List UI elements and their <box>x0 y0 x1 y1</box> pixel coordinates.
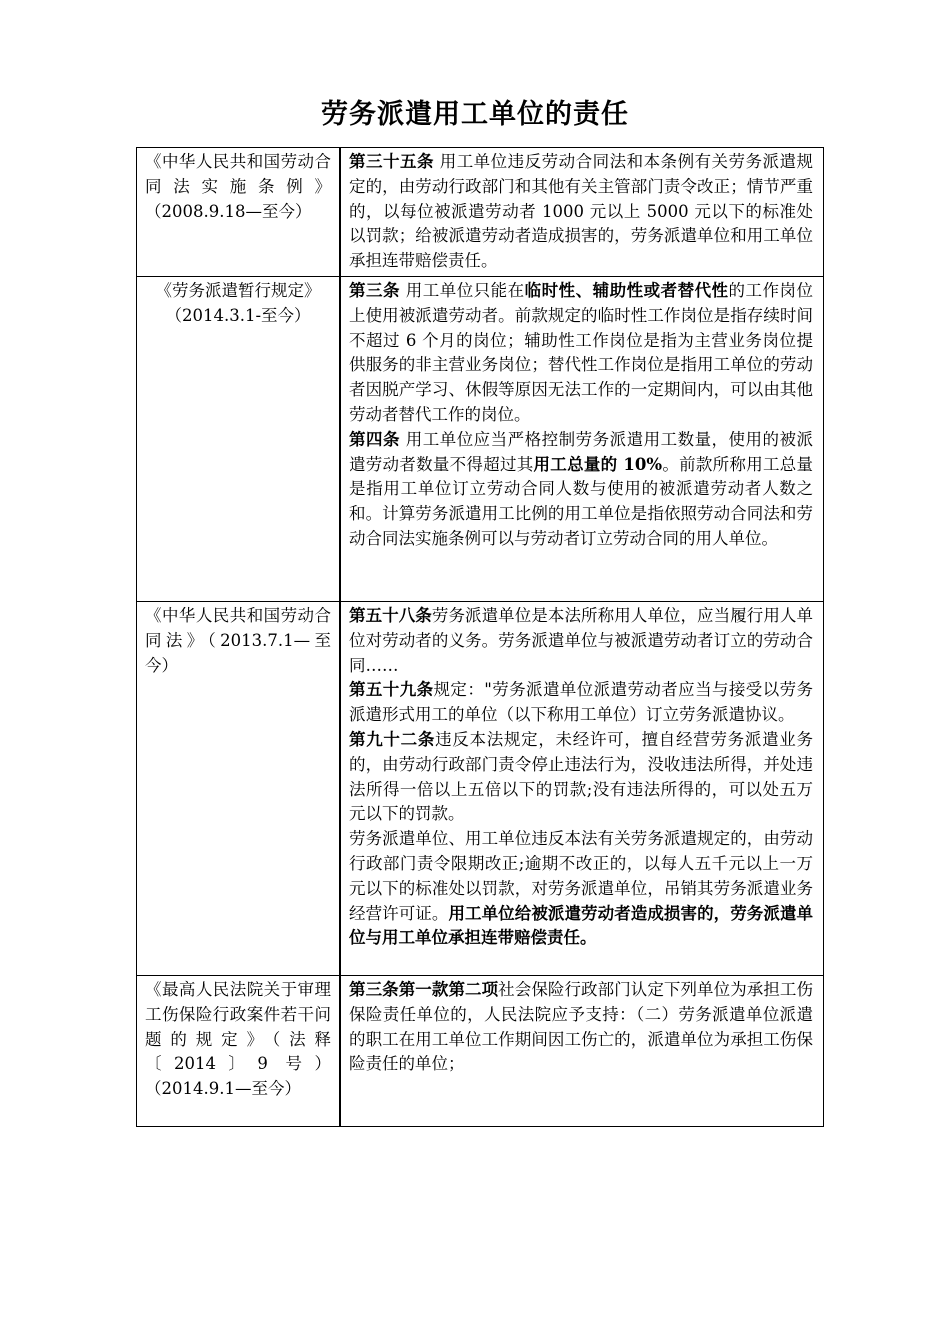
provision-paragraph <box>349 978 813 1077</box>
source-cell <box>137 276 341 601</box>
provision-emphasis: 用工单位给被派遣劳动者造成损害的，劳务派遣单位与用工单位承担连带赔偿责任。 <box>349 903 814 948</box>
table-row <box>137 276 824 601</box>
provision-text: 违反本法规定，未经许可，擅自经营劳务派遣业务的，由劳动行政部门责令停止违法行为，没收违法所得，并处违法所得一倍以上五倍以下的罚款;没有违法所得的，可以处五万元以下的罚款。 <box>349 729 814 824</box>
article-number: 第五十八条 <box>349 605 432 625</box>
provision-cell <box>340 148 824 277</box>
article-number: 第三十五条 <box>349 152 434 171</box>
article-number: 第三条第一款第二项 <box>349 979 499 999</box>
source-cell: 《中华人民共和国劳动合同法》（2013.7.1—至今） <box>137 601 341 975</box>
provision-cell <box>340 601 824 975</box>
provision-text: 劳务派遣单位是本法所称用人单位，应当履行用人单位对劳动者的义务。劳务派遣单位与被派遣劳动者订立的劳动合同…… <box>349 605 814 675</box>
provision-text: 用工单位应当严格控制劳务派遣用工数量，使用的被派遣劳动者数量不得超过其 <box>349 429 814 474</box>
provision-text: 的工作岗位上使用被派遣劳动者。前款规定的临时性工作岗位是指存续时间不超过 6 个月的岗位；辅助性工作岗位是指为主营业务岗位提供服务的非主营业务岗位；替代性工作岗位是指用工单位的劳动者因脱产学习、休假等原因无法工作的一定期间内，可以由其他劳动者替代工作的岗位。 <box>349 280 814 424</box>
provision-paragraph <box>349 728 813 827</box>
source-cell: 《最高人民法院关于审理工伤保险行政案件若干问题的规定》（法释〔2014〕9 号）（2014.9.1—至今） <box>137 975 341 1126</box>
article-number: 第九十二条 <box>349 729 436 749</box>
provision-text: 规定："劳务派遣单位派遣劳动者应当与接受以劳务派遣形式用工的单位（以下称用工单位）订立劳务派遣协议。 <box>349 680 814 725</box>
provision-text: 用工单位只能在 <box>399 280 525 300</box>
provision-emphasis: 用工总量的 10% <box>533 454 663 474</box>
source-cell: 《中华人民共和国劳动合同法实施条例》（2008.9.18—至今） <box>137 148 341 277</box>
provision-paragraph <box>349 604 813 678</box>
article-number: 第四条 <box>349 429 400 449</box>
provision-cell <box>340 276 824 601</box>
article-number: 第三条 <box>349 280 400 300</box>
page-title: 劳务派遣用工单位的责任 <box>321 99 629 130</box>
provision-text: 。前款所称用工总量是指用工单位订立劳动合同人数与使用的被派遣劳动者人数之和。计算劳务派遣用工比例的用工单位是指依照劳动合同法和劳动合同法实施条例可以与劳动者订立劳动合同的用人单位。 <box>349 454 814 548</box>
provision-text: 社会保险行政部门认定下列单位为承担工伤保险责任单位的，人民法院应予支持：（二）劳务派遣单位派遣的职工在用工单位工作期间因工伤亡的，派遣单位为承担工伤保险责任的单位； <box>349 979 814 1074</box>
provision-cell <box>340 975 824 1126</box>
source-name: 《劳务派遣暂行规定》 <box>155 280 321 300</box>
law-table <box>136 147 824 1127</box>
provision-paragraph <box>349 279 813 428</box>
provision-paragraph <box>349 150 813 274</box>
table-row <box>137 148 824 277</box>
article-number: 第五十九条 <box>349 680 434 700</box>
provision-emphasis: 临时性、辅助性或者替代性 <box>524 280 729 300</box>
provision-text: 用工单位违反劳动合同法和本条例有关劳务派遣规定的，由劳动行政部门和其他有关主管部门责令改正；情节严重的，以每位被派遣劳动者 1000 元以上 5000 元以下的标准处以罚款；给被派遣劳动者造成损害的，劳务派遣单位和用工单位承担连带赔偿责任。 <box>349 152 814 271</box>
table-row <box>137 975 824 1126</box>
table-row <box>137 601 824 975</box>
provision-paragraph <box>349 428 813 552</box>
provision-paragraph <box>349 827 813 951</box>
provision-text: 劳务派遣单位、用工单位违反本法有关劳务派遣规定的，由劳动行政部门责令限期改正;逾期不改正的，以每人五千元以上一万元以下的标准处以罚款，对劳务派遣单位，吊销其劳务派遣业务经营许可证。 <box>349 829 813 923</box>
provision-paragraph <box>349 678 813 728</box>
source-date: （2014.3.1-至今） <box>165 305 311 325</box>
